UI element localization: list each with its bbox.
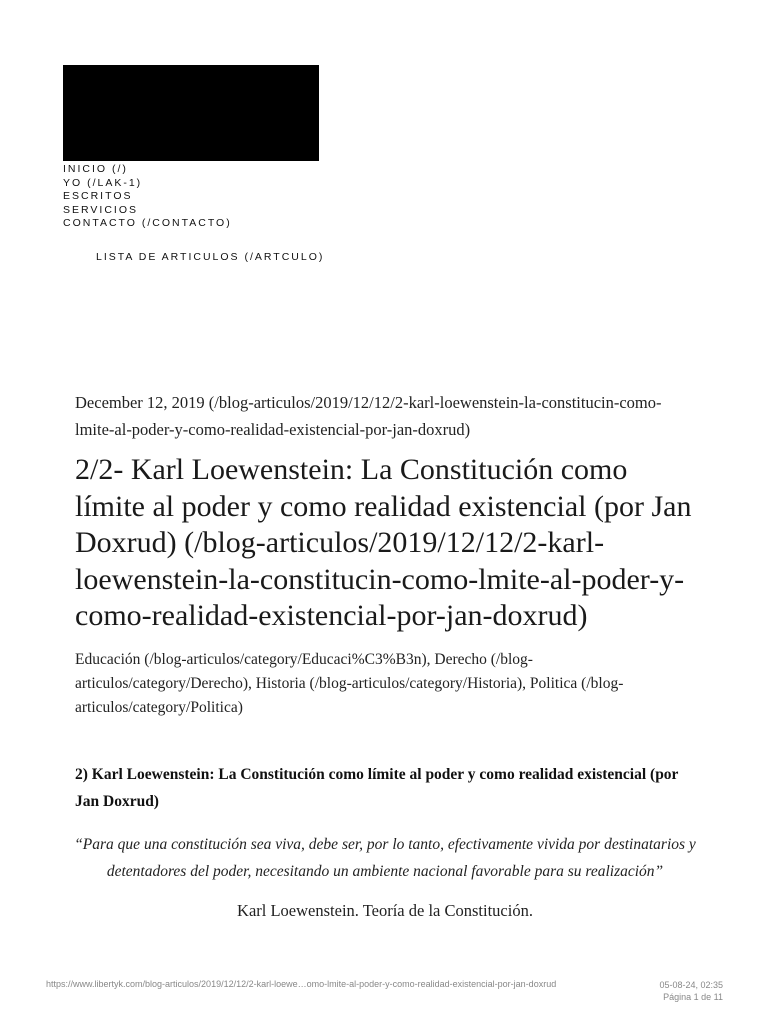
nav-item-yo[interactable]: YO (/LAK-1) [63,176,143,189]
page-number: Página 1 de 11 [663,992,723,1002]
main-nav [63,163,232,231]
nav-item-servicios[interactable]: SERVICIOS [63,203,138,216]
print-timestamp: 05-08-24, 02:35 [659,980,723,990]
epigraph-quote: “Para que una constitución sea viva, debe ser, por lo tanto, efectivamente vivida por destinatarios y detentadores del poder, necesitando un ambiente nacional favorable para su realización” [74,836,696,880]
nav-item-contacto[interactable]: CONTACTO (/CONTACTO) [63,217,232,229]
print-footer-url: https://www.libertyk.com/blog-articulos/2019/12/12/2-karl-loewe…omo-lmite-al-poder-y-como-realidad-existencial-por-jan-doxrud [46,979,557,989]
site-logo[interactable] [63,65,319,161]
article-subheading: 2) Karl Loewenstein: La Constitución como límite al poder y como realidad existencial (por Jan Doxrud) [75,766,679,810]
article-categories[interactable]: Educación (/blog-articulos/category/Educaci%C3%B3n), Derecho (/blog-articulos/category/Derecho), Historia (/blog-articulos/category/Historia), Politica (/blog-articulos/category/Politica) [75,651,624,716]
nav-item-escritos[interactable]: ESCRITOS [63,190,133,202]
subnav-item-lista-articulos[interactable]: LISTA DE ARTICULOS (/ARTCULO) [96,251,325,263]
quote-attribution: Karl Loewenstein. Teoría de la Constitución. [237,901,533,920]
article-meta-date[interactable]: December 12, 2019 (/blog-articulos/2019/12/12/2-karl-loewenstein-la-constitucin-como-lmite-al-poder-y-como-realidad-existencial-por-jan-doxrud) [75,393,662,439]
article-title[interactable]: 2/2- Karl Loewenstein: La Constitución como límite al poder y como realidad existencial (por Jan Doxrud) (/blog-articulos/2019/12/12/2-karl-loewenstein-la-constitucin-como-lmite-al-poder-y-como-realidad-existencial-por-jan-doxrud) [75,453,692,632]
print-footer-info [659,979,723,1003]
nav-item-inicio[interactable]: INICIO (/) [63,163,128,175]
